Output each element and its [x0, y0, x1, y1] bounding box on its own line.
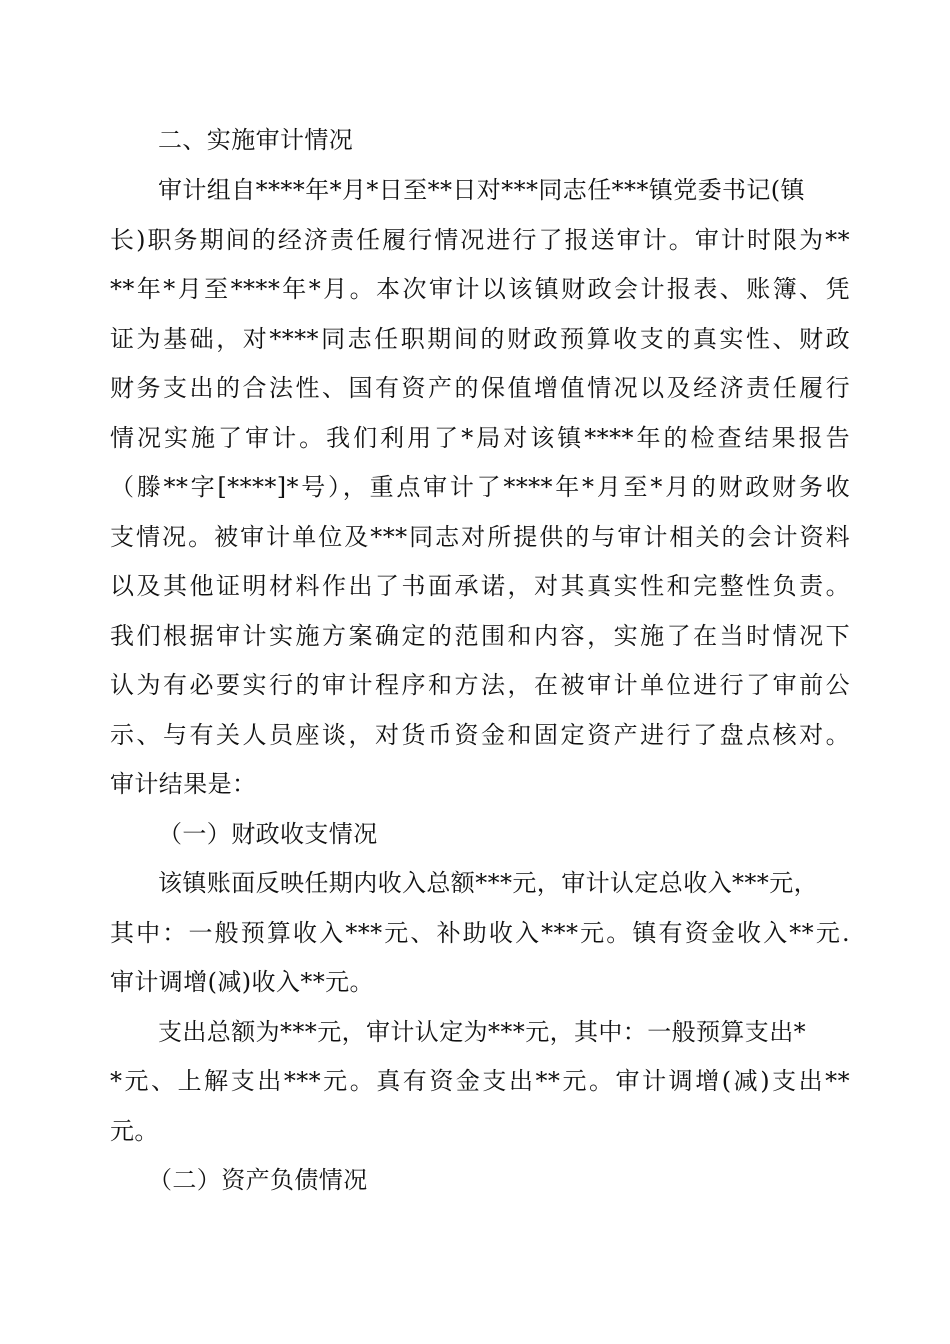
- paragraph-line: 认为有必要实行的审计程序和方法，在被审计单位进行了审前公: [110, 671, 850, 699]
- paragraph-line: 支出总额为***元，审计认定为***元，其中：一般预算支出*: [158, 1018, 806, 1046]
- paragraph-line: 审计调增(减)收入**元。: [110, 968, 374, 996]
- paragraph-line: 我们根据审计实施方案确定的范围和内容，实施了在当时情况下: [110, 622, 850, 650]
- paragraph-line: 财务支出的合法性、国有资产的保值增值情况以及经济责任履行: [110, 374, 850, 402]
- section-heading: 二、实施审计情况: [158, 126, 354, 154]
- paragraph-line: 该镇账面反映任期内收入总额***元，审计认定总收入***元，: [158, 869, 818, 897]
- paragraph-line: 审计组自****年*月*日至**日对***同志任***镇党委书记(镇: [158, 176, 805, 204]
- paragraph-line: 审计结果是：: [110, 770, 257, 798]
- paragraph-line: 情况实施了审计。我们利用了*局对该镇****年的检查结果报告: [110, 424, 850, 452]
- paragraph-line: 支情况。被审计单位及***同志对所提供的与审计相关的会计资料: [110, 523, 850, 551]
- paragraph-line: 以及其他证明材料作出了书面承诺，对其真实性和完整性负责。: [110, 572, 850, 600]
- paragraph-line: 示、与有关人员座谈，对货币资金和固定资产进行了盘点核对。: [110, 721, 850, 749]
- paragraph-line: *元、上解支出***元。真有资金支出**元。审计调增(减)支出**: [110, 1067, 850, 1095]
- subsection-heading: （一）财政收支情况: [158, 820, 378, 848]
- paragraph-line: （滕**字[****]*号），重点审计了****年*月至*月的财政财务收: [110, 473, 850, 501]
- paragraph-line: 元。: [110, 1117, 159, 1145]
- paragraph-line: **年*月至****年*月。本次审计以该镇财政会计报表、账簿、凭: [110, 275, 850, 303]
- paragraph-line: 长)职务期间的经济责任履行情况进行了报送审计。审计时限为**: [110, 226, 850, 254]
- subsection-heading: （二）资产负债情况: [148, 1166, 368, 1194]
- paragraph-line: 其中：一般预算收入***元、补助收入***元。镇有资金收入**元.: [110, 919, 850, 947]
- paragraph-line: 证为基础，对****同志任职期间的财政预算收支的真实性、财政: [110, 325, 850, 353]
